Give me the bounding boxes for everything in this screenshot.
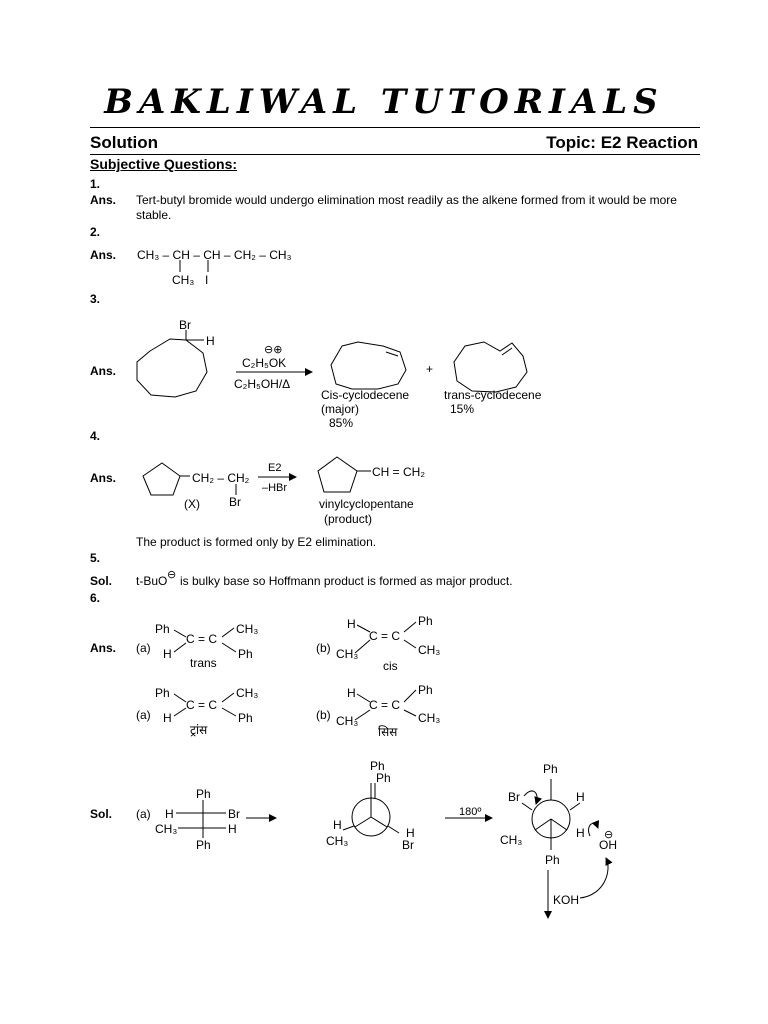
q6-a2-bond-tl <box>174 694 186 702</box>
q6-a2-bond-bl <box>174 708 186 716</box>
q4-product-group: CH = CH₂ <box>372 465 425 479</box>
q3-number: 3. <box>90 292 101 306</box>
q3-h: H <box>206 334 215 348</box>
q3-br: Br <box>179 318 191 332</box>
q3-charge: ⊖⊕ <box>264 344 283 356</box>
logo: BAKLIWAL TUTORIALS <box>104 82 664 122</box>
q5-answer: is bulky base so Hoffmann product is formed as major product. <box>180 574 513 588</box>
q4-chain: CH₂ – CH₂ <box>192 471 250 485</box>
q6-newman1-back-left <box>343 826 354 830</box>
q6-b1-bond-tl <box>357 625 370 632</box>
q6-b1-ch3-br: CH₃ <box>418 643 441 657</box>
q6-curly-arrow-koh <box>580 858 608 898</box>
q6-a1-bond-tr <box>222 628 234 637</box>
q6-a2-trans-hi: ट्रांस <box>190 723 208 737</box>
q3-product1-ring <box>331 342 406 389</box>
q6-b1-bond-br <box>404 640 416 648</box>
q6-a1-bond-tl <box>174 630 186 637</box>
q6-fischer-ch3-left: CH₃ <box>155 822 178 836</box>
q6-b1-eq: C = C <box>369 629 401 643</box>
q2-sub-ch3: CH₃ <box>172 273 195 287</box>
q6-newman1-br: Br <box>402 838 414 852</box>
q2-label: Ans. <box>90 248 117 262</box>
q3-product1-pct: 85% <box>329 416 354 430</box>
q6-a2-bond-tr <box>222 693 234 702</box>
q4-reactant-ring <box>143 463 180 495</box>
q6-a2-ph-tl: Ph <box>155 686 170 700</box>
q6-angle: 180º <box>459 806 482 818</box>
q6-curly-arrow-br <box>524 791 537 804</box>
q6-newman2-h-right: H <box>576 790 585 804</box>
q6-b2-bond-tr <box>404 690 416 702</box>
q6-newman2-back-br <box>522 803 532 810</box>
q6-newman1-h-left: H <box>333 818 342 832</box>
q6-newman1-ph-a: Ph <box>370 759 385 773</box>
q6-newman2-ph-top: Ph <box>543 762 558 776</box>
q6-newman1-front-left <box>355 817 371 827</box>
q6-b2-ch3-br: CH₃ <box>418 711 441 725</box>
q3-product2-pct: 15% <box>450 402 475 416</box>
q1-label: Ans. <box>90 193 117 207</box>
q6-b1-ph-tr: Ph <box>418 614 433 628</box>
q3-label: Ans. <box>90 364 117 378</box>
q6-a1-trans: trans <box>190 656 217 670</box>
q6-fischer-ph-top: Ph <box>196 787 211 801</box>
q2-formula: CH₃ – CH – CH – CH₂ – CH₃ <box>137 248 292 262</box>
q3-product1-double <box>386 352 398 356</box>
q5-number: 5. <box>90 551 101 565</box>
q3-product2-ring <box>454 342 527 392</box>
q6-newman2-h-low: H <box>576 826 585 840</box>
q6-fischer-h-right: H <box>228 822 237 836</box>
q6-b2-cis-hi: सिस <box>378 725 398 739</box>
q6-newman2-ch3: CH₃ <box>500 833 523 847</box>
q6-b1-tag: (b) <box>316 641 331 655</box>
q6-label: Ans. <box>90 641 117 655</box>
q3-reactant-ring <box>137 339 207 397</box>
q6-number: 6. <box>90 591 101 605</box>
q6-a1-ch3-tr: CH₃ <box>236 622 259 636</box>
q6-sol-label: Sol. <box>90 807 113 821</box>
q6-newman2-br: Br <box>508 790 520 804</box>
q3-product1-major: (major) <box>321 402 359 416</box>
q6-newman2-back-h <box>570 803 580 810</box>
q6-oh-charge: ⊖ <box>604 829 614 841</box>
q6-newman2-front-ch3 <box>535 819 551 830</box>
q1-answer: Tert-butyl bromide would undergo elimination most readily as the alkene formed from it would be more stable. <box>136 193 677 222</box>
q6-b2-tag: (b) <box>316 708 331 722</box>
q4-product-tag: (product) <box>324 512 373 526</box>
q6-b2-bond-br <box>404 710 416 716</box>
q6-a2-eq: C = C <box>186 698 218 712</box>
q4-product-ring <box>318 457 357 492</box>
q3-reagent-top: C₂H₅OK <box>242 356 287 370</box>
q6-newman1-front-right <box>371 817 387 827</box>
q3-reagent-bottom: C₂H₅OH/Δ <box>234 377 291 391</box>
q6-a2-ph-br: Ph <box>238 711 253 725</box>
q6-a1-bond-bl <box>174 643 186 652</box>
q4-note: The product is formed only by E2 elimination. <box>136 535 377 549</box>
q4-arrow-bottom: –HBr <box>262 482 288 494</box>
q6-a1-ph-tl: Ph <box>155 622 170 636</box>
q6-curly-arrow-oh-h <box>589 823 598 836</box>
q6-a2-tag: (a) <box>136 708 151 722</box>
q6-b1-bond-bl <box>355 640 370 653</box>
q6-koh: KOH <box>553 893 580 907</box>
q6-b2-h-tl: H <box>347 686 356 700</box>
q6-a1-bond-br <box>222 643 236 652</box>
q3-product2-name: trans-cyclodecene <box>444 388 542 402</box>
q6-newman1-h-right: H <box>406 826 415 840</box>
section-title: Subjective Questions: <box>90 156 238 172</box>
q4-number: 4. <box>90 429 101 443</box>
q4-label: Ans. <box>90 471 117 485</box>
q5-charge: ⊖ <box>167 569 177 581</box>
q6-fischer-h-left: H <box>165 807 174 821</box>
q4-x: (X) <box>184 497 200 511</box>
q6-oh: OH <box>599 838 617 852</box>
q6-b2-bond-tl <box>357 694 370 702</box>
q5-base: t-BuO <box>136 574 168 588</box>
q6-b2-ch3-bl: CH₃ <box>336 714 359 728</box>
q2-sub-i: I <box>205 273 209 287</box>
q4-arrow-top: E2 <box>268 462 282 474</box>
header-solution: Solution <box>90 133 158 152</box>
q6-newman1-ch3: CH₃ <box>326 834 349 848</box>
q6-b2-ph-tr: Ph <box>418 683 433 697</box>
q2-number: 2. <box>90 225 101 239</box>
q6-a2-bond-br <box>222 708 236 716</box>
q4-product-name: vinylcyclopentane <box>319 497 414 511</box>
q5-label: Sol. <box>90 574 113 588</box>
q1-number: 1. <box>90 177 101 191</box>
q6-b2-eq: C = C <box>369 698 401 712</box>
q6-a1-h-bl: H <box>163 647 172 661</box>
header-topic: Topic: E2 Reaction <box>546 133 698 152</box>
q6-b1-cis: cis <box>383 659 398 673</box>
q6-b1-ch3-bl: CH₃ <box>336 647 359 661</box>
q6-newman2-front-h <box>551 819 567 830</box>
q3-product1-name: Cis-cyclodecene <box>321 388 410 402</box>
q6-newman1-ph-b: Ph <box>376 771 391 785</box>
q6-a2-ch3-tr: CH₃ <box>236 686 259 700</box>
q6-a1-eq: C = C <box>186 632 218 646</box>
q4-br: Br <box>229 495 241 509</box>
q6-a1-tag: (a) <box>136 641 151 655</box>
q6-b1-bond-tr <box>404 622 416 632</box>
q6-a1-ph-br: Ph <box>238 647 253 661</box>
q6-b1-h-tl: H <box>347 617 356 631</box>
q6-newman2-ph-bottom: Ph <box>545 853 560 867</box>
q6-newman1-back-right <box>388 826 399 833</box>
q3-plus: + <box>426 362 434 376</box>
q6-b2-bond-bl <box>355 710 370 720</box>
q6-sol-tag: (a) <box>136 807 151 821</box>
q6-fischer-br-right: Br <box>228 807 240 821</box>
q6-a2-h-bl: H <box>163 711 172 725</box>
q6-fischer-ph-bottom: Ph <box>196 838 211 852</box>
